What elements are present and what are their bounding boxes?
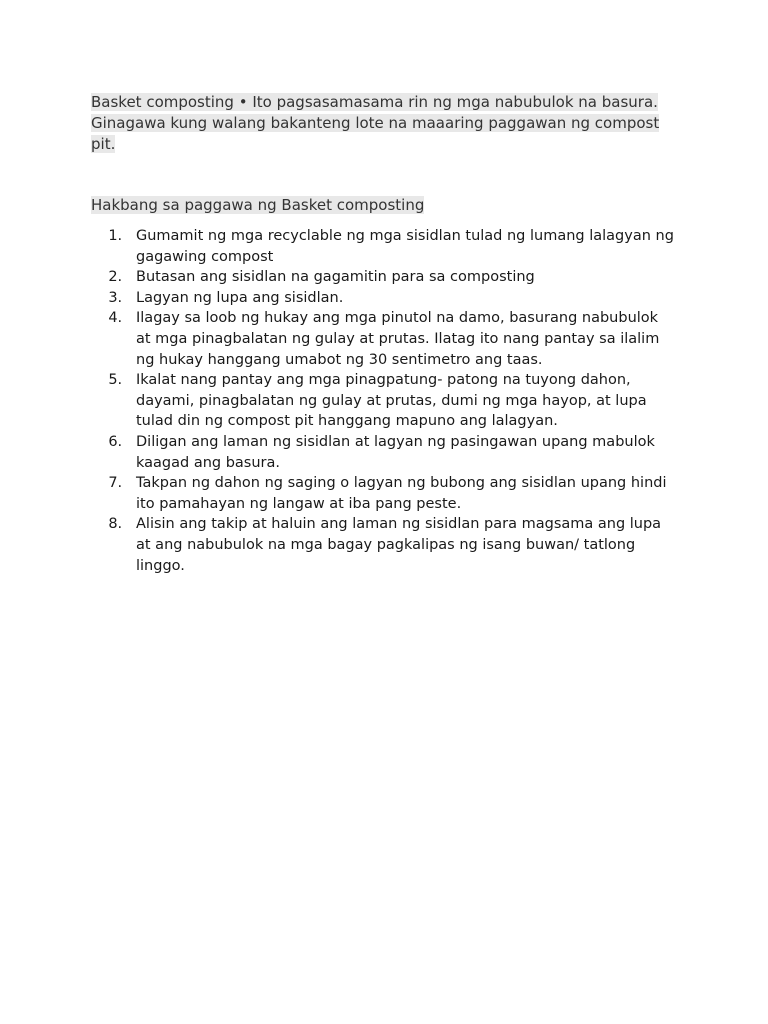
list-item-number: 3.: [108, 289, 136, 306]
intro-paragraph: [91, 92, 676, 155]
list-item-number: 4.: [108, 310, 136, 327]
list-item: [91, 267, 676, 288]
list-item: [91, 370, 676, 432]
list-item-text: Takpan ng dahon ng saging o lagyan ng bubong ang sisidlan upang hindi ito pamahayan ng langaw at iba pang peste.: [136, 475, 667, 512]
list-item-text: Ilagay sa loob ng hukay ang mga pinutol na damo, basurang nabubulok at mga pinagbalatan ng gulay at prutas. Ilatag ito nang pantay sa ilalim ng hukay hanggang umabot ng 30 sentimetro ang taas.: [136, 310, 660, 368]
list-item-text: Ikalat nang pantay ang mga pinagpatung- patong na tuyong dahon, dayami, pinagbalatan ng gulay at prutas, dumi ng mga hayop, at lupa tulad din ng compost pit hanggang mapuno ang lalagyan.: [136, 372, 647, 430]
list-item-text: Gumamit ng mga recyclable ng mga sisidlan tulad ng lumang lalagyan ng gagawing compost: [136, 228, 674, 265]
steps-list: [91, 226, 676, 576]
list-item-number: 8.: [108, 516, 136, 533]
list-item-text: Butasan ang sisidlan na gagamitin para sa composting: [136, 269, 535, 286]
list-item: [91, 308, 676, 370]
list-item: [91, 473, 676, 514]
list-item: [91, 288, 676, 309]
list-item: [91, 226, 676, 267]
section-heading-text: Hakbang sa paggawa ng Basket composting: [91, 196, 425, 214]
list-item-text: Lagyan ng lupa ang sisidlan.: [136, 289, 344, 306]
list-item: [91, 432, 676, 473]
intro-text: Basket composting • Ito pagsasamasama rin ng mga nabubulok na basura. Ginagawa kung walang bakanteng lote na maaaring paggawan ng compost pit.: [91, 93, 660, 153]
list-item-text: Alisin ang takip at haluin ang laman ng sisidlan para magsama ang lupa at ang nabubulok na mga bagay pagkalipas ng isang buwan/ tatlong linggo.: [136, 516, 662, 574]
section-heading: [91, 195, 424, 216]
list-item: [91, 514, 676, 576]
list-item-number: 2.: [108, 269, 136, 286]
list-item-number: 1.: [108, 228, 136, 244]
list-item-text: Diligan ang laman ng sisidlan at lagyan ng pasingawan upang mabulok kaagad ang basura.: [136, 433, 655, 471]
list-item-number: 6.: [108, 433, 136, 450]
list-item-number: 5.: [108, 372, 136, 389]
list-item-number: 7.: [108, 475, 136, 492]
